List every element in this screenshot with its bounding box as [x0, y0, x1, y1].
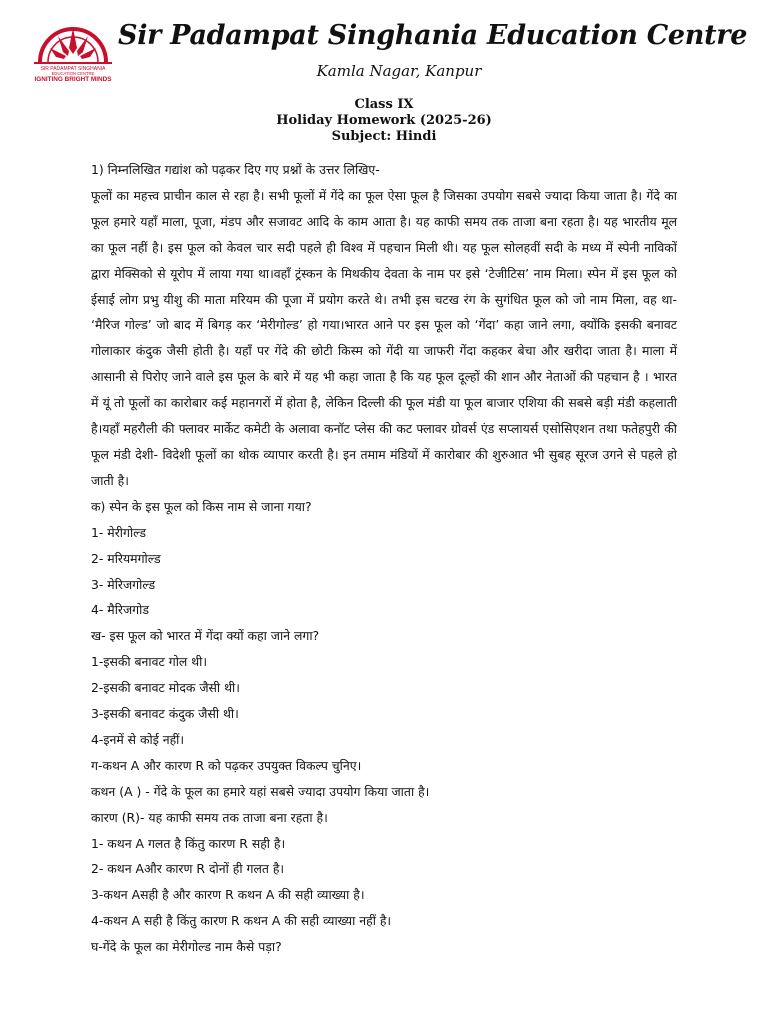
logo-text-mid: EDUCATION CENTRE [51, 71, 95, 76]
logo-tagline: IGNITING BRIGHT MINDS [34, 76, 112, 82]
homework-title: Holiday Homework (2025-26) [276, 113, 492, 128]
school-name: Sir Padampat Singhania Education Centre [118, 20, 748, 51]
question-a-option-3: 3- मेरिजगोल्ड [91, 576, 156, 592]
question-c-assertion: कथन (A ) - गेंदे के फूल का हमारे यहां सबसे ज्यादा उपयोग किया जाता है। [91, 783, 430, 799]
school-location: Kamla Nagar, Kanpur [316, 62, 482, 80]
question-c-option-3: 3-कथन Aसही है और कारण R कथन A की सही व्याख्या है। [91, 887, 365, 903]
question-b-option-4: 4-इनमें से कोई नहीं। [91, 731, 185, 747]
logo-text-top: SIR PADAMPAT SINGHANIA [40, 66, 106, 72]
question-b: ख- इस फूल को भारत में गेंदा क्यों कहा जाने लगा? [91, 628, 320, 644]
question-a-option-2: 2- मरियमगोल्ड [91, 550, 161, 566]
question-b-option-2: 2-इसकी बनावट मोदक जैसी थी। [91, 680, 240, 696]
question-a-option-4: 4- मैरिजगोड [91, 602, 149, 618]
question-c-option-4: 4-कथन A सही है किंतु कारण R कथन A की सही व्याख्या नहीं है। [91, 913, 392, 929]
document-heading [0, 97, 768, 145]
question-c-option-1: 1- कथन A गलत है किंतु कारण R सही है। [91, 835, 286, 851]
question-d: घ-गेंदे के फूल का मेरीगोल्ड नाम कैसे पड़ा? [91, 939, 282, 955]
question-a: क) स्पेन के इस फूल को किस नाम से जाना गया? [91, 498, 312, 514]
question-c-reason: कारण (R)- यह काफी समय तक ताजा बना रहता है। [91, 809, 328, 825]
question-b-option-1: 1-इसकी बनावट गोल थी। [91, 654, 208, 670]
homework-content [91, 157, 677, 960]
question-c: ग-कथन A और कारण R को पढ़कर उपयुक्त विकल्प चुनिए। [91, 757, 362, 773]
question-a-option-1: 1- मेरीगोल्ड [91, 524, 146, 540]
passage: फूलों का महत्त्व प्राचीन काल से रहा है। सभी फूलों में गेंदे का फूल ऐसा फूल है जिसका उपयोग सबसे ज्यादा किया जाता है। गेंदे का फूल हमारे यहाँ माला, पूजा, मंडप और सजावट आदि के काम आता है। यह काफी समय तक ताजा बना रहता है। यह भारतीय मूल का फूल नहीं है। इस फूल को केवल चार सदी पहले ही विश्व में पहचान मिली थी। यह फूल सोलहवीं सदी के मध्य में स्पेनी नाविकों द्वारा मेक्सिको से यूरोप में लाया गया था।वहाँ ट्रंस्कन के मिथकीय देवता के नाम पर इसे ‘टेजीटिस’ नाम मिला। स्पेन में इस फूल को ईसाई लोग प्रभु यीशु की माता मरियम की पूजा में प्रयोग करते थे। तभी इस चटख रंग के सुगंधित फूल को जो नाम मिला, वह था- ‘मैरिज गोल्ड’ जो बाद में बिगड़ कर ‘मेरीगोल्ड’ हो गया।भारत आने पर इस फूल को ‘गेंदा’ कहा जाने लगा, क्योंकि इसकी बनावट गोलाकार कंदुक जैसी होती है। यहाँ पर गेंदे की छोटी किस्म को गेंदी या जाफरी गेंदा कहकर बेचा और खरीदा जाता है। माला में आसानी से पिरोए जाने वाले इस फूल के बारे में यह भी कहा जाता है कि यह फूल दूल्हों की शान और नेताओं की पहचान है । भारत में यूं तो फूलों का कारोबार कई महानगरों में होता है, लेकिन दिल्ली की फूल मंडी या फूल बाजार एशिया की सबसे बड़ी मंडी कहलाती है।यहाँ महरौली की फ्लावर मार्केट कमेटी के अलावा कनॉट प्लेस की कट फ्लावर ग्रोवर्स एंड सप्लायर्स एसोसिएशन तथा फतेहपुरी की फूल मंडी देशी- विदेशी फूलों का थोक व्यापार करती है। इन तमाम मंडियों में कारोबार की शुरुआत भी सुबह सूरज उगने से पहले हो जाती है। [91, 187, 677, 488]
subject-label: Subject: Hindi [331, 129, 437, 144]
question-b-option-3: 3-इसकी बनावट कंदुक जैसी थी। [91, 706, 239, 722]
question-c-option-2: 2- कथन Aऔर कारण R दोनों ही गलत है। [91, 861, 285, 877]
class-label: Class IX [354, 97, 414, 112]
instruction-line: 1) निम्नलिखित गद्यांश को पढ़कर दिए गए प्रश्नों के उत्तर लिखिए- [91, 162, 380, 177]
